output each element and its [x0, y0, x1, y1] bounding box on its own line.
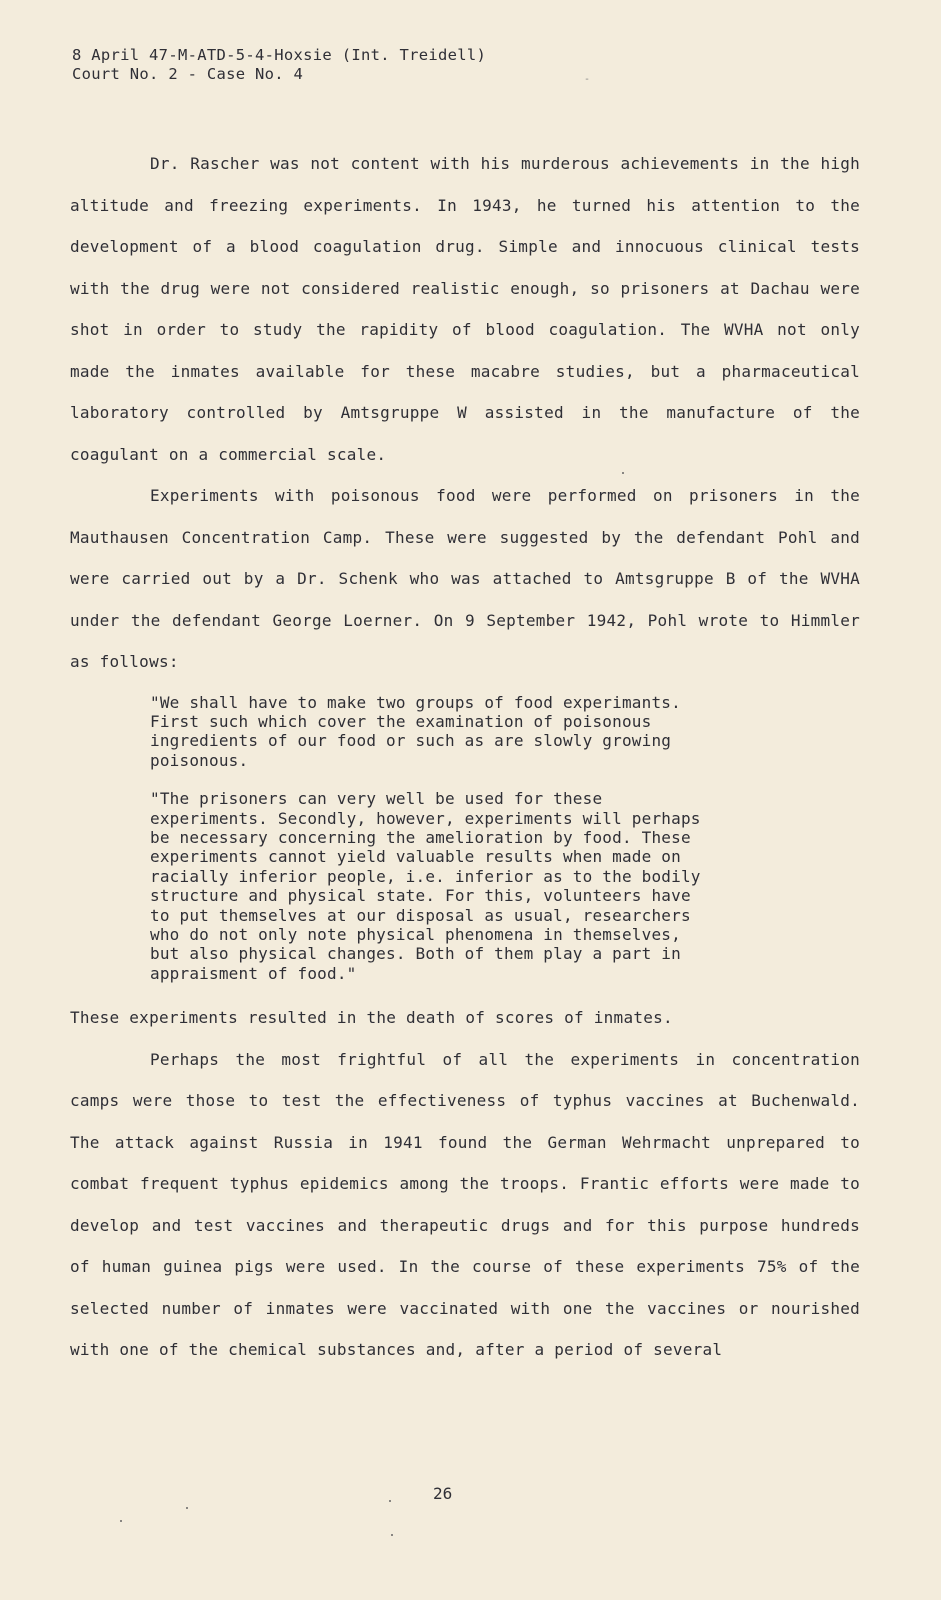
- quote-paragraph-1: "We shall have to make two groups of food experimants. First such which cover the examination of poisonous ingredients of our food or such as are slowly growing poisonous.: [150, 692, 681, 770]
- block-quote-pohl-letter: [150, 693, 710, 984]
- paragraph-poisonous-food: Experiments with poisonous food were performed on prisoners in the Mauthausen Concentration Camp. These were suggested by the defendant Pohl and were carried out by a Dr. Schenk who was attached to Amtsgruppe B of the WVHA under the defendant George Loerner. On 9 September 1942, Pohl wrote to Himmler as follows:: [70, 486, 860, 671]
- quote-paragraph-2: "The prisoners can very well be used for these experiments. Secondly, however, experiments will perhaps be necessary concerning the amelioration by food. These experiments cannot yield valuable results when made on racially inferior people, i.e. inferior as to the bodily structure and physical state. For this, volunteers have to put themselves at our disposal as usual, researchers who do not only note physical phenomena in themselves, but also physical changes. Both of them play a part in appraisment of food.": [150, 789, 701, 983]
- document-body: [70, 143, 860, 1371]
- paper-speck: [389, 1500, 391, 1502]
- paper-speck: [186, 1507, 188, 1509]
- stray-mark: -: [584, 74, 591, 85]
- page-number: 26: [433, 1484, 453, 1503]
- document-header: [72, 46, 486, 84]
- paper-speck: [622, 472, 624, 474]
- paragraph-death-of-inmates: These experiments resulted in the death of scores of inmates.: [70, 1008, 673, 1028]
- paragraph-rascher-coagulation: Dr. Rascher was not content with his murderous achievements in the high altitude and freezing experiments. In 1943, he turned his attention to the development of a blood coagulation drug. Simple and innocuous clinical tests with the drug were not considered realistic enough, so prisoners at Dachau were shot in order to study the rapidity of blood coagulation. The WVHA not only made the inmates available for these macabre studies, but a pharmaceutical laboratory controlled by Amtsgruppe W assisted in the manufacture of the coagulant on a commercial scale.: [70, 154, 860, 464]
- paper-speck: [120, 1520, 122, 1522]
- header-line-court-case: Court No. 2 - Case No. 4: [72, 65, 304, 83]
- paper-speck: [391, 1534, 393, 1536]
- paragraph-typhus-vaccines: Perhaps the most frightful of all the experiments in concentration camps were those to test the effectiveness of typhus vaccines at Buchenwald. The attack against Russia in 1941 found the German Wehrmacht unprepared to combat frequent typhus epidemics among the troops. Frantic efforts were made to develop and test vaccines and therapeutic drugs and for this purpose hundreds of human guinea pigs were used. In the course of these experiments 75% of the selected number of inmates were vaccinated with one the vaccines or nourished with one of the chemical substances and, after a period of several: [70, 1049, 860, 1360]
- header-line-date-reference: 8 April 47-M-ATD-5-4-Hoxsie (Int. Treidell): [72, 46, 487, 64]
